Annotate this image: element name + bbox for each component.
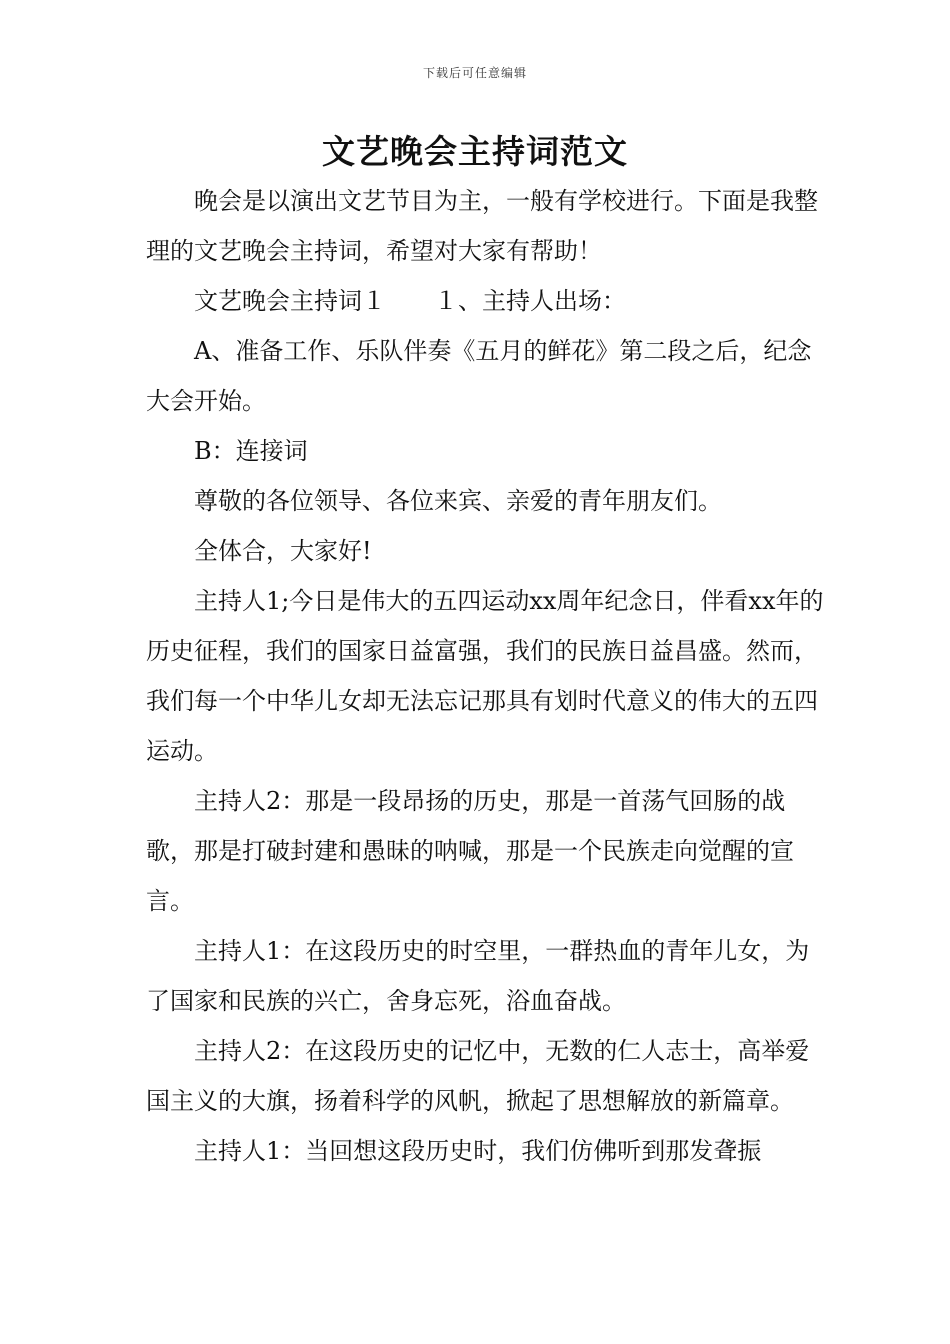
paragraph-host1-c: 主持人1：当回想这段历史时，我们仿佛听到那发聋振 bbox=[194, 1137, 762, 1165]
paragraph-host2-a: 主持人2：那是一段昂扬的历史，那是一首荡气回肠的战歌，那是打破封建和愚昧的呐喊，那是一个民族走向觉醒的宣言。 bbox=[146, 787, 794, 915]
paragraph-item-a: A、准备工作、乐队伴奏《五月的鲜花》第二段之后，纪念大会开始。 bbox=[146, 337, 812, 415]
paragraph-host1-b: 主持人1：在这段历史的时空里，一群热血的青年儿女，为了国家和民族的兴亡，舍身忘死，浴血奋战。 bbox=[146, 937, 810, 1015]
header-note: 下载后可任意编辑 bbox=[422, 66, 527, 80]
paragraph-section-heading: 文艺晚会主持词１ １、主持人出场： bbox=[194, 287, 626, 315]
paragraph-greeting: 尊敬的各位领导、各位来宾、亲爱的青年朋友们。 bbox=[194, 487, 722, 515]
paragraph-all-together: 全体合，大家好! bbox=[194, 537, 372, 565]
document-body bbox=[146, 176, 830, 1176]
paragraph-item-b: B：连接词 bbox=[194, 437, 308, 465]
paragraph-host2-b: 主持人2：在这段历史的记忆中，无数的仁人志士，高举爱国主义的大旗，扬着科学的风帆，掀起了思想解放的新篇章。 bbox=[146, 1037, 810, 1115]
document-title: 文艺晚会主持词范文 bbox=[322, 132, 628, 171]
paragraph-host1-a: 主持人1;今日是伟大的五四运动xx周年纪念日，伴看xx年的历史征程，我们的国家日益富强，我们的民族日益昌盛。然而，我们每一个中华儿女却无法忘记那具有划时代意义的伟大的五四运动。 bbox=[146, 587, 824, 765]
paragraph-intro: 晚会是以演出文艺节目为主，一般有学校进行。下面是我整理的文艺晚会主持词，希望对大家有帮助！ bbox=[146, 187, 818, 265]
